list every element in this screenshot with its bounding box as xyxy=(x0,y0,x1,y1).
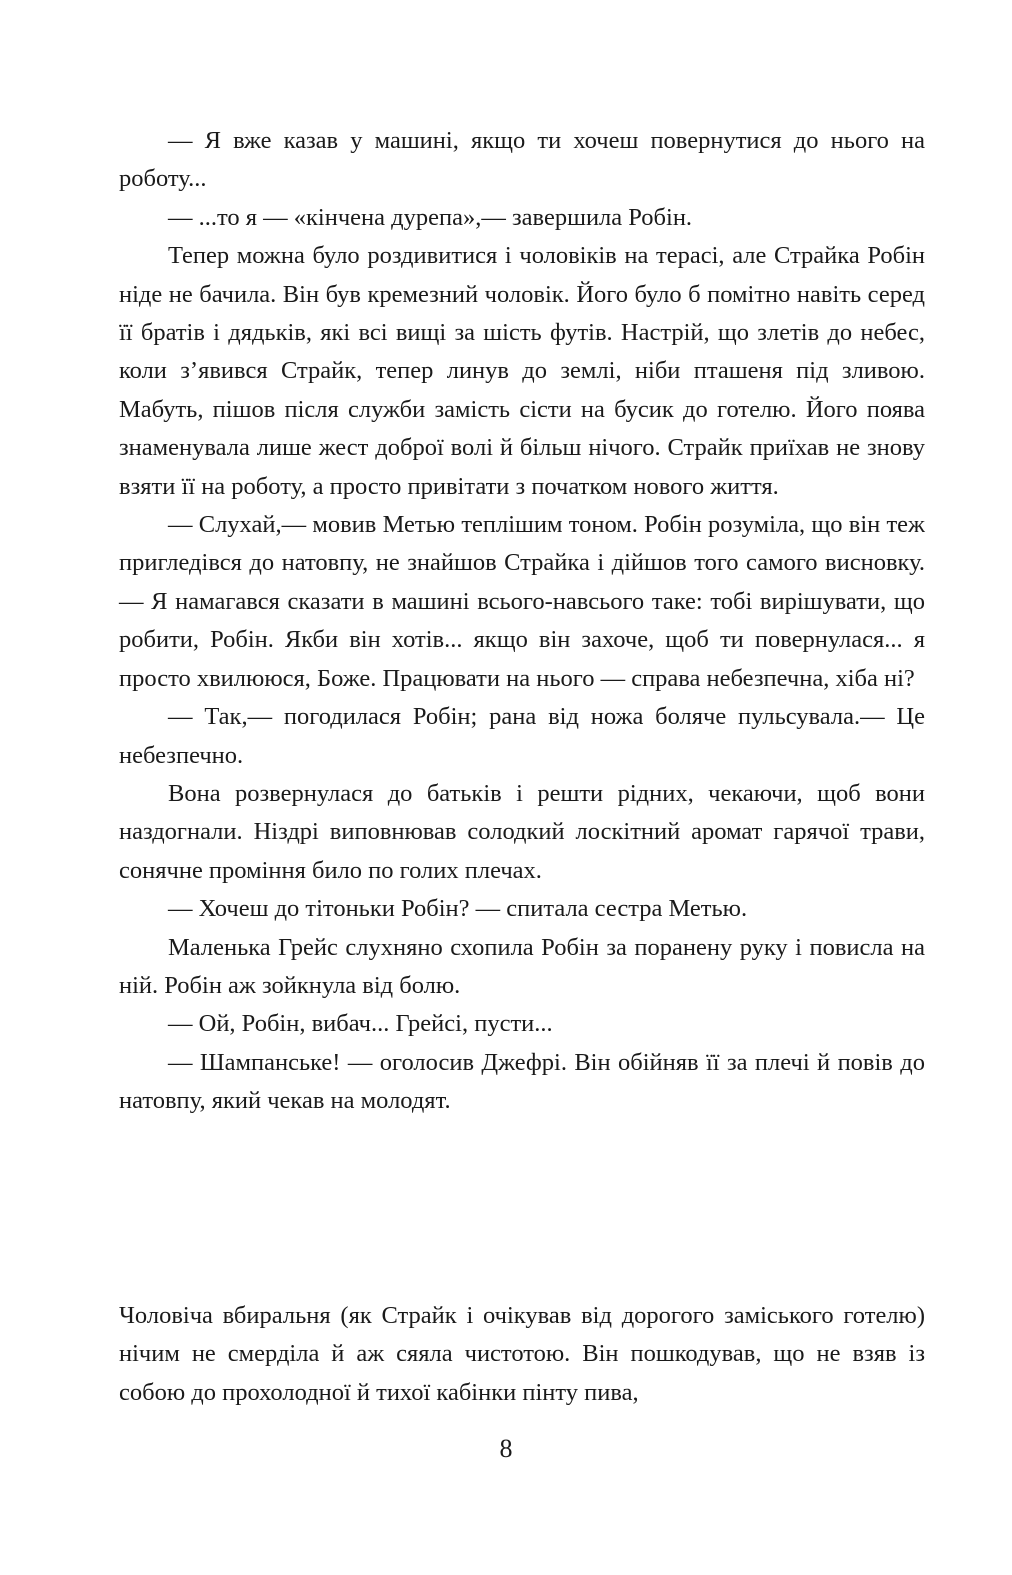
chapter-text-section-1 xyxy=(119,122,925,1121)
paragraph: Маленька Грейс слухняно схопила Робін за поранену руку і повисла на ній. Робін аж зойкнула від болю. xyxy=(119,933,925,999)
paragraph: — ...то я — «кінчена дурепа»,— завершила Робін. xyxy=(168,203,693,231)
chapter-text-section-2 xyxy=(119,1297,925,1412)
paragraph: Чоловіча вбиральня (як Страйк і очікував від дорогого заміського готелю) нічим не смерділа й аж сяяла чистотою. Він пошкодував, що не взяв із собою до прохолодної й тихої кабінки пінту пива, xyxy=(119,1302,925,1406)
page-number: 8 xyxy=(499,1434,513,1463)
paragraph: Вона розвернулася до батьків і решти рідних, чекаючи, щоб вони наздогнали. Ніздрі виповнював солодкий лоскітний аромат гарячої трави, сонячне проміння било по голих плечах. xyxy=(119,779,925,884)
paragraph: Тепер можна було роздивитися і чоловіків на терасі, але Страйка Робін ніде не бачила. Він був кремезний чоловік. Його було б помітно навіть серед її братів і дядьків, які всі вищі за шість футів. Настрій, що злетів до небес, коли з’явився Страйк, тепер линув до землі, ніби пташеня під зливою. Мабуть, пішов після служби замість сісти на бусик до готелю. Його поява знаменувала лише жест доброї волі й більш нічого. Страйк приїхав не знову взяти її на роботу, а просто привітати з початком нового життя. xyxy=(119,242,925,500)
paragraph: — Я вже казав у машині, якщо ти хочеш повернутися до нього на роботу... xyxy=(119,127,925,193)
paragraph: — Шампанське! — оголосив Джефрі. Він обійняв її за плечі й повів до натовпу, який чекав на молодят. xyxy=(119,1048,925,1115)
paragraph: — Хочеш до тітоньки Робін? — спитала сестра Метью. xyxy=(168,895,748,923)
paragraph: — Так,— погодилася Робін; рана від ножа боляче пульсувала.— Це небезпечно. xyxy=(119,703,925,769)
paragraph: — Ой, Робін, вибач... Грейсі, пусти... xyxy=(168,1010,553,1038)
paragraph: — Слухай,— мовив Метью теплішим тоном. Робін розуміла, що він теж пригледівся до натовпу, не знайшов Страйка і дійшов того самого висновку.— Я намагався сказати в машині всього-навсього таке: тобі вирішувати, що робити, Робін. Якби він хотів... якщо він захоче, щоб ти повернулася... я просто хвилююся, Боже. Працювати на нього — справа небезпечна, хіба ні? xyxy=(119,511,925,692)
